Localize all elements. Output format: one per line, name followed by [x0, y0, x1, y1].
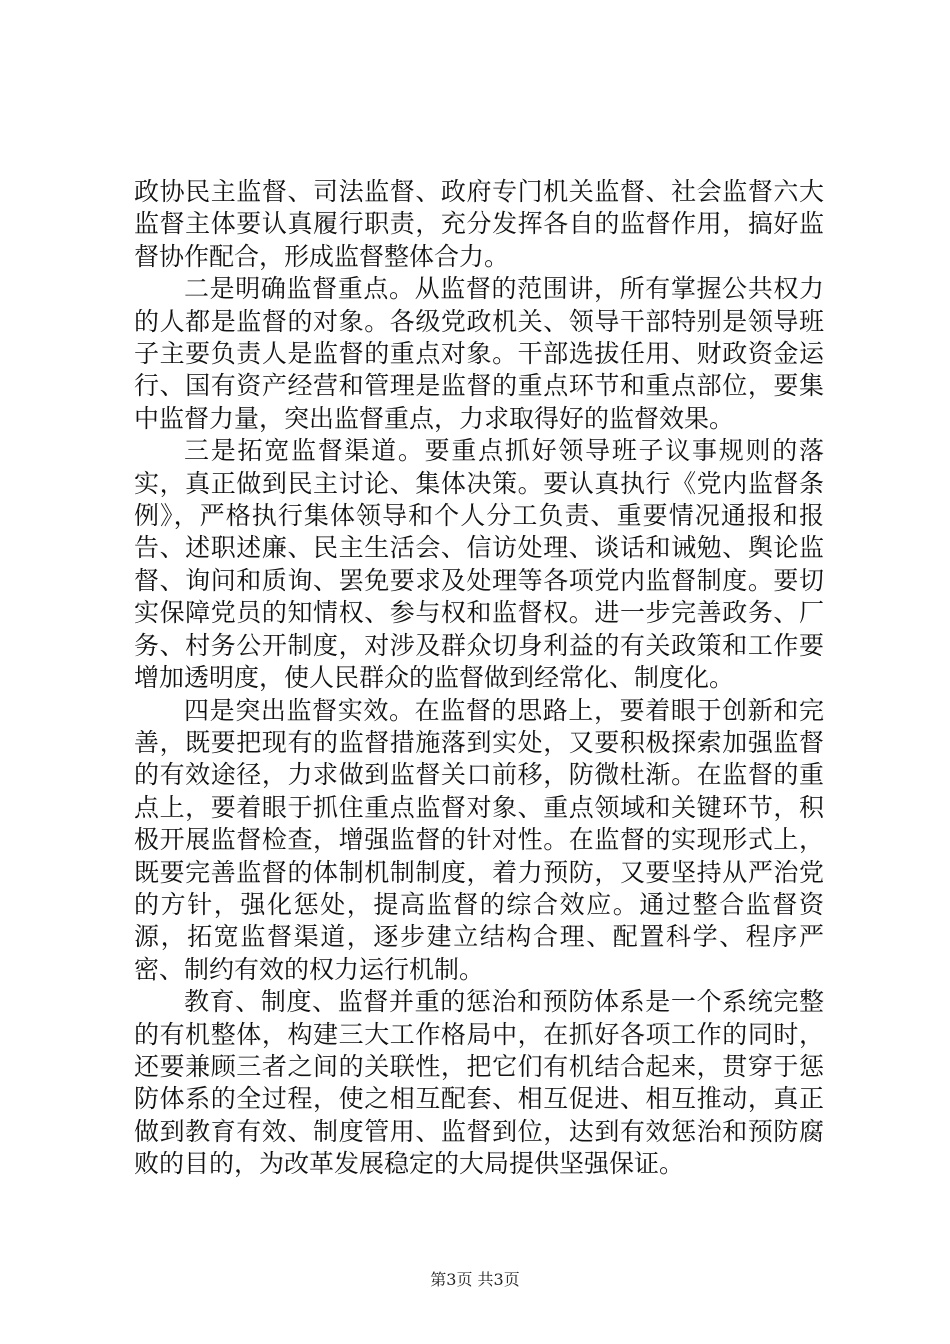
page-footer: 第3页 共3页 — [430, 1270, 520, 1289]
paragraph-conclusion: 教育、制度、监督并重的惩治和预防体系是一个系统完整的有机整体，构建三大工作格局中，在抓好各项工作的同时，还要兼顾三者之间的关联性，把它们有机结合起来，贯穿于惩防体系的全过程，使之相互配套、相互促进、相互推动，真正做到教育有效、制度管用、监督到位，达到有效惩治和预防腐败的目的，为改革发展稳定的大局提供坚强保证。 — [134, 987, 824, 1179]
paragraph-effectiveness: 四是突出监督实效。在监督的思路上，要着眼于创新和完善，既要把现有的监督措施落到实处，又要积极探索加强监督的有效途径，力求做到监督关口前移，防微杜渐。在监督的重点上，要着眼于抓住重点监督对象、重点领域和关键环节，积极开展监督检查，增强监督的针对性。在监督的实现形式上，既要完善监督的体制机制制度，着力预防，又要坚持从严治党的方针，强化惩处，提高监督的综合效应。通过整合监督资源，拓宽监督渠道，逐步建立结构合理、配置科学、程序严密、制约有效的权力运行机制。 — [134, 695, 824, 984]
paragraph-channels: 三是拓宽监督渠道。要重点抓好领导班子议事规则的落实，真正做到民主讨论、集体决策。要认真执行《党内监督条例》，严格执行集体领导和个人分工负责、重要情况通报和报告、述职述廉、民主生活会、信访处理、谈话和诫勉、舆论监督、询问和质询、罢免要求及处理等各项党内监督制度。要切实保障党员的知情权、参与权和监督权。进一步完善政务、厂务、村务公开制度，对涉及群众切身利益的有关政策和工作要增加透明度，使人民群众的监督做到经常化、制度化。 — [134, 436, 824, 693]
paragraph-focus: 二是明确监督重点。从监督的范围讲，所有掌握公共权力的人都是监督的对象。各级党政机关、领导干部特别是领导班子主要负责人是监督的重点对象。干部选拔任用、财政资金运行、国有资产经营和管理是监督的重点环节和重点部位，要集中监督力量，突出监督重点，力求取得好的监督效果。 — [134, 274, 824, 433]
document-body — [134, 176, 824, 1181]
paragraph-continuation: 政协民主监督、司法监督、政府专门机关监督、社会监督六大监督主体要认真履行职责，充分发挥各自的监督作用，搞好监督协作配合，形成监督整体合力。 — [134, 177, 824, 271]
